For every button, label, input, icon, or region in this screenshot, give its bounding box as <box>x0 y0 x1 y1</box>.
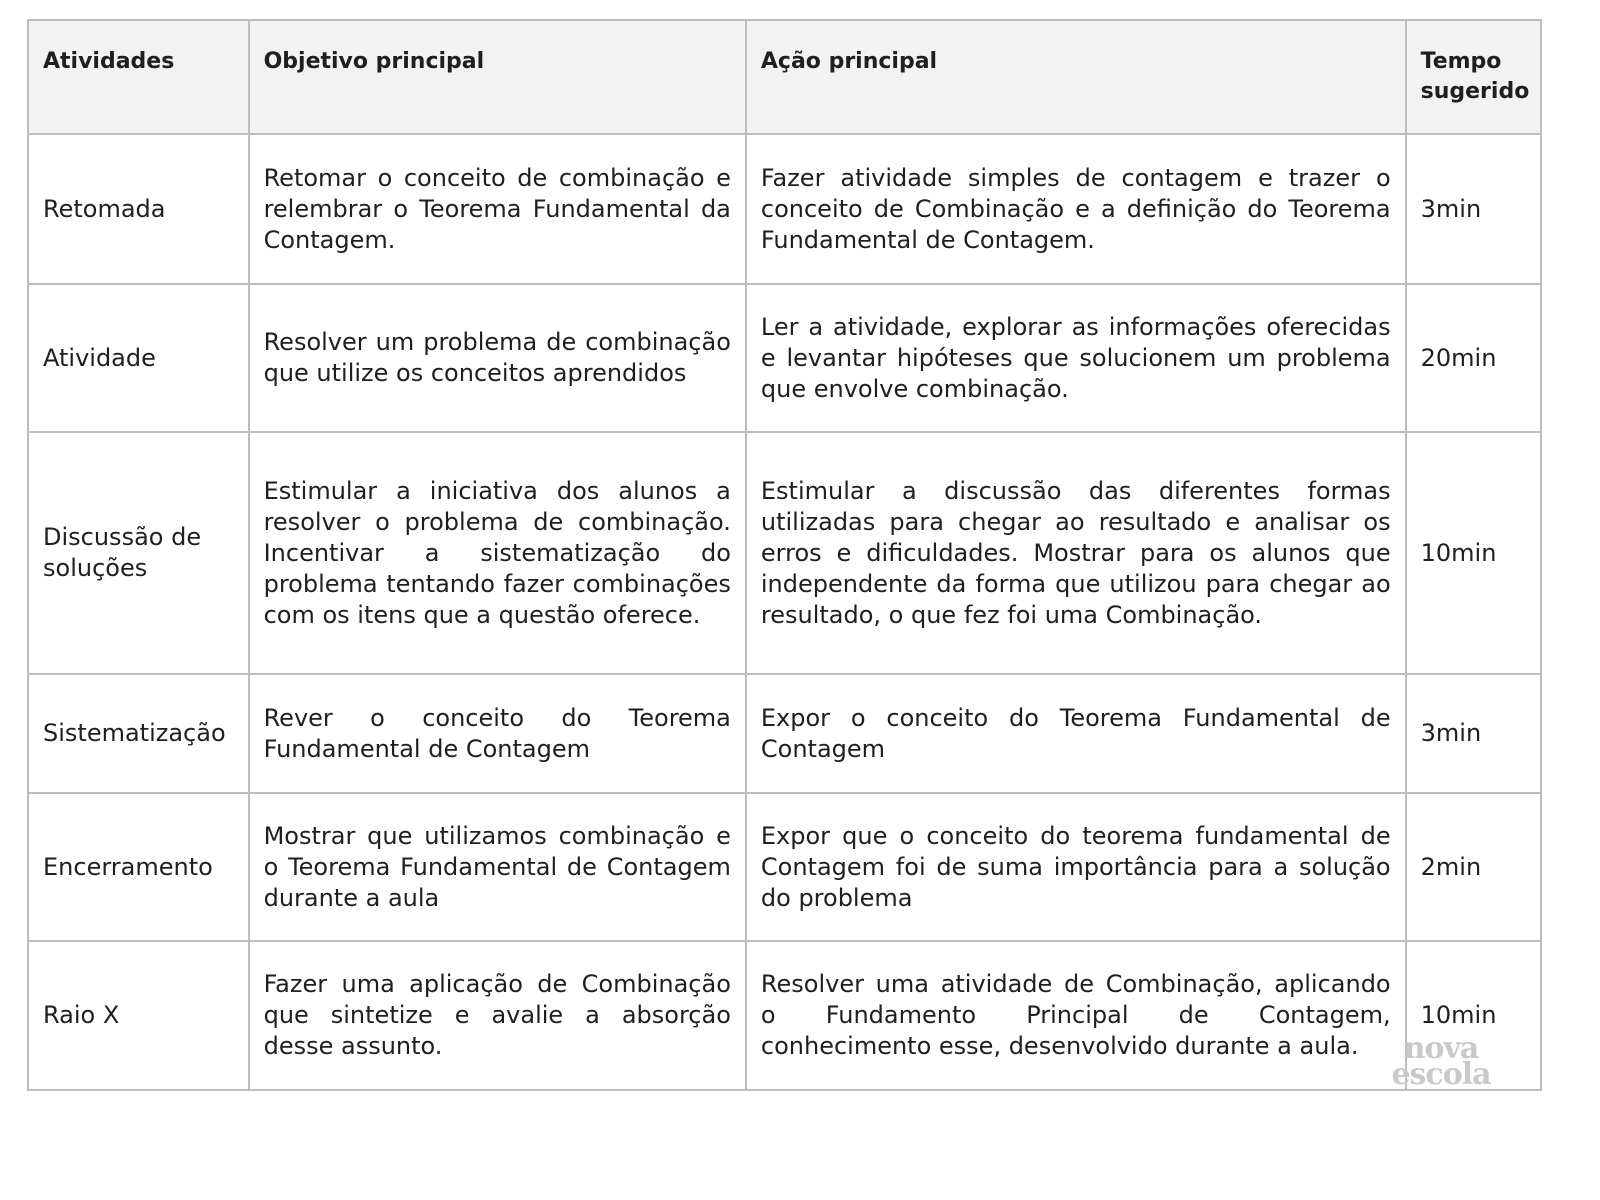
cell-acao: Ler a atividade, explorar as informações oferecidas e levantar hipóteses que solucionem um problema que envolve combinação. <box>746 284 1406 432</box>
cell-objetivo: Retomar o conceito de combinação e relembrar o Teorema Fundamental da Contagem. <box>249 134 746 284</box>
nova-escola-logo <box>1382 1031 1500 1092</box>
lesson-plan-table <box>27 19 1542 1091</box>
cell-objetivo: Resolver um problema de combinação que utilize os conceitos aprendidos <box>249 284 746 432</box>
cell-tempo: 3min <box>1406 674 1541 793</box>
cell-tempo: 20min <box>1406 284 1541 432</box>
header-tempo: Tempo sugerido <box>1406 20 1541 134</box>
cell-objetivo: Estimular a iniciativa dos alunos a resolver o problema de combinação. Incentivar a sistematização do problema tentando fazer combinações com os itens que a questão oferece. <box>249 432 746 674</box>
cell-atividade: Encerramento <box>28 793 249 941</box>
table-row <box>28 793 1541 941</box>
cell-acao: Expor que o conceito do teorema fundamental de Contagem foi de suma importância para a solução do problema <box>746 793 1406 941</box>
table-row <box>28 134 1541 284</box>
header-acao: Ação principal <box>746 20 1406 134</box>
table-row <box>28 284 1541 432</box>
cell-acao: Expor o conceito do Teorema Fundamental de Contagem <box>746 674 1406 793</box>
header-objetivo: Objetivo principal <box>249 20 746 134</box>
table-row <box>28 674 1541 793</box>
cell-tempo: 3min <box>1406 134 1541 284</box>
header-atividades: Atividades <box>28 20 249 134</box>
cell-objetivo: Mostrar que utilizamos combinação e o Teorema Fundamental de Contagem durante a aula <box>249 793 746 941</box>
cell-tempo: 10min <box>1406 432 1541 674</box>
cell-objetivo: Rever o conceito do Teorema Fundamental de Contagem <box>249 674 746 793</box>
cell-acao: Fazer atividade simples de contagem e trazer o conceito de Combinação e a definição do Teorema Fundamental de Contagem. <box>746 134 1406 284</box>
cell-tempo: 2min <box>1406 793 1541 941</box>
logo-line-2: escola <box>1391 1057 1491 1092</box>
cell-atividade: Retomada <box>28 134 249 284</box>
cell-atividade: Atividade <box>28 284 249 432</box>
cell-tempo: 10min <box>1406 941 1541 1090</box>
cell-acao: Resolver uma atividade de Combinação, aplicando o Fundamento Principal de Contagem, conhecimento esse, desenvolvido durante a aula. <box>746 941 1406 1090</box>
cell-acao: Estimular a discussão das diferentes formas utilizadas para chegar ao resultado e analisar os erros e dificuldades. Mostrar para os alunos que independente da forma que utilizou para chegar ao resultado, o que fez foi uma Combinação. <box>746 432 1406 674</box>
logo-line-1: nova <box>1403 1031 1479 1066</box>
table-header-row <box>28 20 1541 134</box>
cell-atividade: Discussão de soluções <box>28 432 249 674</box>
cell-atividade: Raio X <box>28 941 249 1090</box>
table-row <box>28 432 1541 674</box>
cell-atividade: Sistematização <box>28 674 249 793</box>
cell-objetivo: Fazer uma aplicação de Combinação que sintetize e avalie a absorção desse assunto. <box>249 941 746 1090</box>
table-row <box>28 941 1541 1090</box>
